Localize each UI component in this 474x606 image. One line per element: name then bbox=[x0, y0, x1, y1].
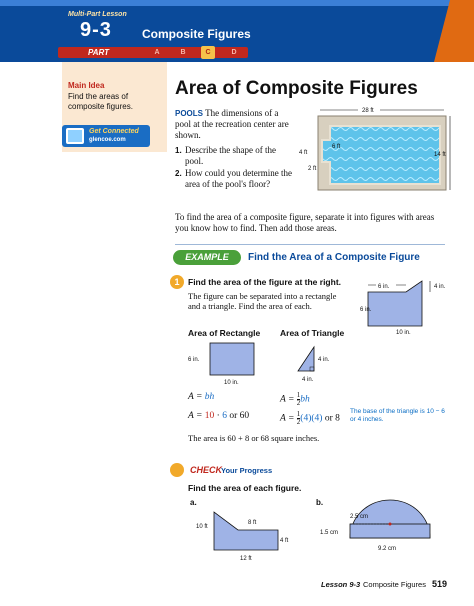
rect-formula: A = bh bbox=[188, 392, 215, 402]
pools-paragraph bbox=[175, 108, 295, 141]
example-badge: EXAMPLE bbox=[173, 250, 241, 265]
pool-step-inner: 6 ft bbox=[332, 144, 341, 150]
fig-b-top: 2.5 cm bbox=[350, 514, 369, 520]
label-a: a. bbox=[190, 498, 197, 507]
label-b: b. bbox=[316, 498, 324, 507]
tri-calc: A = $\frac{1}{2}$ (4)(4) or 8 bbox=[280, 410, 340, 426]
question-1 bbox=[175, 145, 295, 167]
main-idea-title: Main Idea bbox=[68, 81, 105, 90]
rect-calc: A = 10 · 6 or 60 bbox=[188, 411, 250, 421]
fig-b-left: 1.5 cm bbox=[320, 530, 339, 536]
question-2-text: How could you determine the area of the pool's floor? bbox=[185, 168, 292, 189]
question-2-number: 2. bbox=[175, 169, 182, 178]
question-2 bbox=[175, 168, 295, 190]
check-progress: Your Progress bbox=[221, 466, 273, 475]
pool-step-left: 4 ft bbox=[299, 150, 308, 156]
monitor-icon bbox=[66, 128, 84, 144]
fig-a-top: 8 ft bbox=[248, 520, 257, 526]
fig-a-right: 4 ft bbox=[280, 538, 289, 544]
main-idea-text: Find the areas of composite figures. bbox=[68, 92, 133, 111]
multipart-label: Multi-Part Lesson bbox=[68, 11, 127, 18]
ex-top-dim: 6 in. bbox=[378, 284, 390, 290]
lesson-title: Composite Figures bbox=[142, 27, 251, 41]
rect-label: Area of Rectangle bbox=[188, 328, 261, 338]
tri-label: Area of Triangle bbox=[280, 328, 345, 338]
pool-top-dim: 28 ft bbox=[362, 108, 374, 114]
page-footer bbox=[0, 572, 474, 606]
ex-right-dim: 4 in. bbox=[434, 284, 446, 290]
example-question: Find the area of the figure at the right. bbox=[188, 277, 342, 287]
figure-b bbox=[318, 494, 448, 554]
question-1-text: Describe the shape of the pool. bbox=[185, 145, 276, 166]
tri-formula: A = $\frac{1}{2}$ bh bbox=[280, 391, 310, 407]
page-title: Area of Composite Figures bbox=[175, 78, 418, 99]
ex-left-dim: 6 in. bbox=[360, 307, 372, 313]
figure-a bbox=[196, 506, 306, 562]
composite-figure bbox=[360, 278, 460, 334]
check-instruction: Find the area of each figure. bbox=[188, 483, 302, 493]
tri-base-dim: 4 in. bbox=[302, 377, 314, 383]
intro-paragraph: To find the area of a composite figure, separate it into figures with areas you know how to find. Then add those areas. bbox=[175, 212, 435, 233]
part-a[interactable]: A bbox=[154, 49, 160, 56]
example-explanation: The figure can be separated into a rectangle and a triangle. Find the area of each. bbox=[188, 291, 337, 311]
header-stripe bbox=[0, 0, 474, 6]
pool-step-bottom: 2 ft bbox=[308, 166, 317, 172]
url-link[interactable]: glencoe.com bbox=[89, 137, 126, 143]
example-number: 1 bbox=[170, 275, 184, 289]
lesson-number: 9-3 bbox=[80, 19, 112, 41]
question-1-number: 1. bbox=[175, 146, 182, 155]
rectangle-figure bbox=[188, 341, 268, 387]
pools-label: POOLS bbox=[175, 109, 204, 118]
divider bbox=[175, 244, 445, 245]
check-icon bbox=[170, 463, 184, 477]
part-d[interactable]: D bbox=[231, 49, 237, 56]
pools-text: The dimensions of a pool at the recreation center are shown. bbox=[175, 108, 289, 140]
pool-right-dim: 14 ft bbox=[434, 152, 446, 158]
fig-a-bottom: 12 ft bbox=[240, 556, 252, 562]
part-b[interactable]: B bbox=[180, 49, 186, 56]
check-label: CHECK bbox=[190, 465, 223, 475]
tri-height-dim: 4 in. bbox=[318, 357, 330, 363]
triangle-figure bbox=[284, 341, 344, 387]
pool-figure bbox=[298, 104, 458, 196]
get-connected-button[interactable] bbox=[62, 125, 150, 147]
fig-b-bottom: 9.2 cm bbox=[378, 546, 397, 552]
fig-a-left: 10 ft bbox=[196, 524, 208, 530]
example-title: Find the Area of a Composite Figure bbox=[248, 252, 420, 263]
part-c[interactable]: C bbox=[201, 46, 215, 59]
ex-bottom-dim: 10 in. bbox=[396, 330, 411, 336]
rect-width-dim: 10 in. bbox=[224, 380, 239, 386]
footer-title: Composite Figures bbox=[363, 580, 426, 589]
page-number: 519 bbox=[432, 579, 448, 589]
footer-lesson: Lesson 9-3 bbox=[321, 580, 361, 589]
triangle-note: The base of the triangle is 10 − 6 or 4 inches. bbox=[350, 408, 445, 423]
rect-height-dim: 6 in. bbox=[188, 357, 200, 363]
get-connected-label: Get Connected bbox=[89, 128, 139, 135]
area-sum: The area is 60 + 8 or 68 square inches. bbox=[188, 433, 320, 443]
part-label: PART bbox=[88, 48, 110, 57]
